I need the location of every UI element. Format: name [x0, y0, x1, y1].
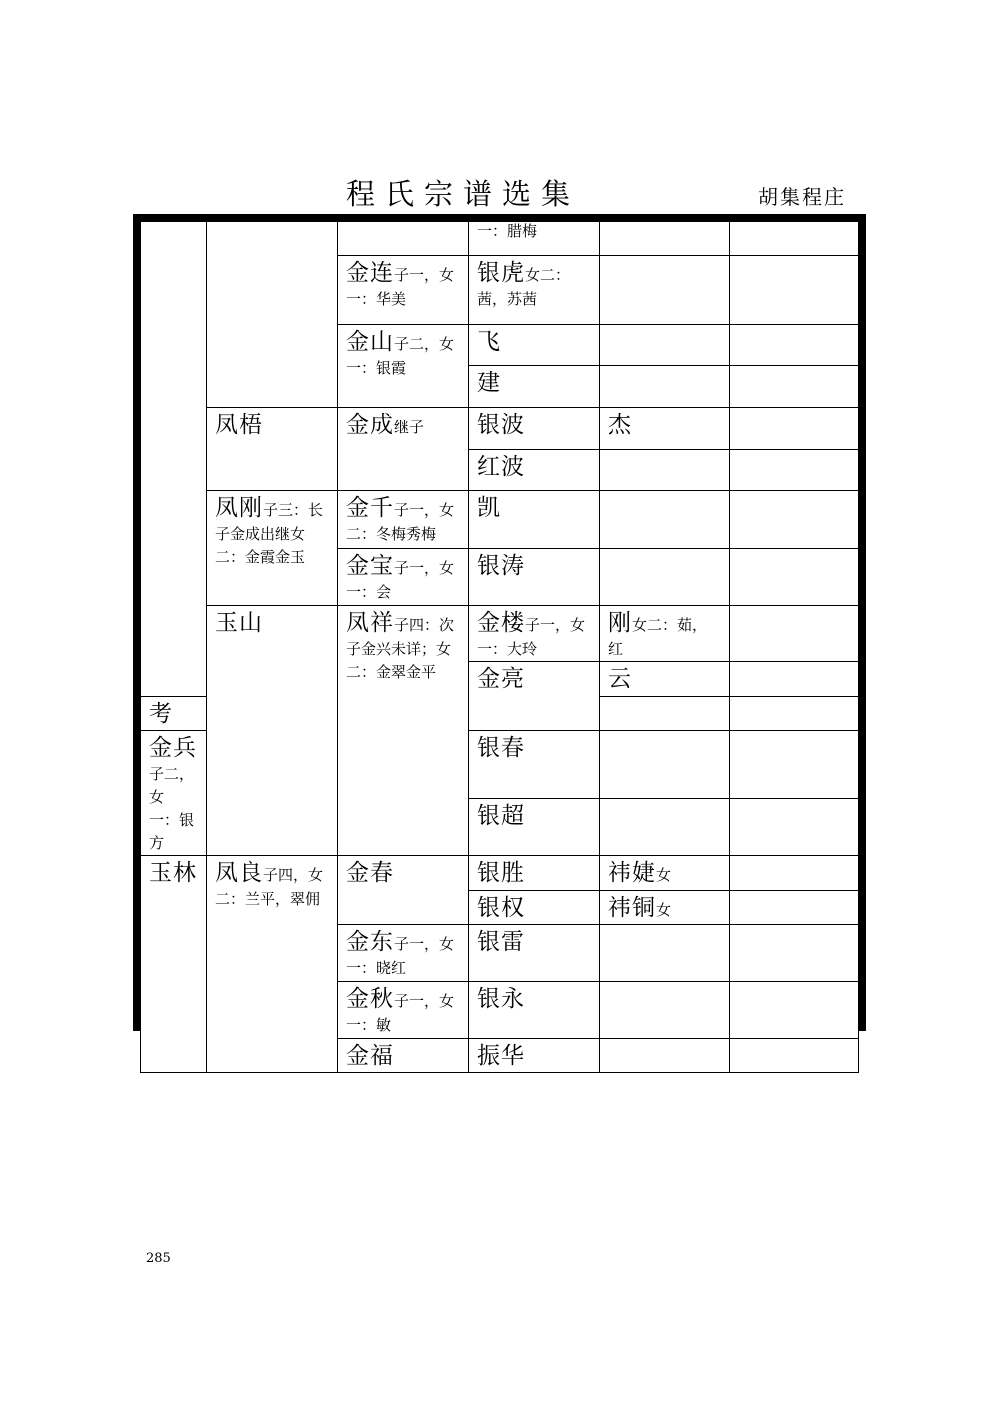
person-note: 子一，女 — [394, 992, 455, 1010]
cell — [207, 491, 338, 606]
cell-empty — [730, 491, 859, 549]
cell-empty — [730, 325, 859, 366]
person-note: 子四，女 — [263, 866, 324, 884]
cell — [338, 606, 469, 856]
genealogy-table — [140, 221, 859, 1073]
person-note: 子三：长 — [263, 501, 324, 519]
cell-empty — [600, 1039, 730, 1073]
cell-empty — [730, 366, 859, 408]
cell-empty — [600, 549, 730, 606]
cell — [600, 856, 730, 891]
cell-empty — [730, 256, 859, 325]
cell — [141, 856, 207, 1073]
cell — [469, 366, 600, 408]
person-name: 金春 — [346, 860, 394, 886]
table-row — [141, 606, 859, 662]
cell-empty — [600, 925, 730, 982]
cell — [469, 606, 600, 662]
person-note: 子四：次 — [394, 616, 455, 634]
person-note: 二：金翠金平 — [346, 663, 437, 681]
person-name: 刚 — [608, 610, 632, 636]
cell — [469, 256, 600, 325]
person-note: 子二，女 — [394, 335, 455, 353]
person-name: 金楼 — [477, 610, 525, 636]
person-note: 女二： — [525, 266, 571, 284]
person-name: 金兵 — [149, 735, 197, 761]
cell-empty — [730, 982, 859, 1039]
person-name: 金山 — [346, 329, 394, 355]
cell — [207, 408, 338, 491]
cell-empty — [600, 697, 730, 731]
person-name: 金宝 — [346, 553, 394, 579]
person-name: 银胜 — [477, 860, 525, 886]
cell — [338, 491, 469, 549]
person-note: 二：冬梅秀梅 — [346, 525, 437, 543]
person-note: 一：大玲 — [477, 640, 538, 658]
cell-empty — [730, 450, 859, 491]
cell-empty — [600, 256, 730, 325]
person-name: 振华 — [477, 1043, 525, 1069]
person-name: 金连 — [346, 260, 394, 286]
cell-empty — [730, 925, 859, 982]
person-note: 一：敏 — [346, 1016, 392, 1034]
cell-empty — [730, 662, 859, 697]
cell-empty — [730, 799, 859, 856]
person-name: 凤梧 — [215, 412, 263, 438]
cell — [207, 606, 338, 856]
person-name: 金千 — [346, 495, 394, 521]
person-note: 子一，女 — [394, 559, 455, 577]
cell-empty — [207, 222, 338, 408]
person-name: 银雷 — [477, 929, 525, 955]
person-name: 玉山 — [215, 610, 263, 636]
cell — [141, 731, 207, 856]
cell — [338, 1039, 469, 1073]
person-name: 建 — [477, 370, 501, 396]
person-name: 银永 — [477, 986, 525, 1012]
note-continued: 一：腊梅 — [477, 222, 538, 240]
person-note: 红 — [608, 640, 624, 658]
person-name: 考 — [149, 701, 173, 727]
cell — [338, 925, 469, 982]
table-row — [141, 491, 859, 549]
person-name: 凤良 — [215, 860, 263, 886]
cell-empty — [600, 731, 730, 799]
cell-empty — [600, 366, 730, 408]
person-note: 茜，苏茜 — [477, 290, 538, 308]
person-note: 子一，女 — [394, 501, 455, 519]
cell-empty — [730, 891, 859, 925]
person-name: 银虎 — [477, 260, 525, 286]
person-note: 一：晓红 — [346, 959, 407, 977]
person-note: 女二：茹， — [632, 616, 708, 634]
cell — [469, 662, 600, 731]
person-name: 凤祥 — [346, 610, 394, 636]
cell-empty — [600, 450, 730, 491]
person-name: 金亮 — [477, 666, 525, 692]
cell — [469, 731, 600, 799]
person-name: 银超 — [477, 803, 525, 830]
cell-empty — [730, 1039, 859, 1073]
cell-empty — [600, 982, 730, 1039]
cell — [469, 799, 600, 856]
cell — [600, 662, 730, 697]
person-name: 金秋 — [346, 986, 394, 1012]
genealogy-frame — [133, 214, 866, 1069]
person-name: 金福 — [346, 1043, 394, 1069]
cell-empty — [730, 731, 859, 799]
cell-empty — [600, 799, 730, 856]
person-name: 金东 — [346, 929, 394, 955]
cell-empty — [600, 491, 730, 549]
cell — [469, 408, 600, 450]
person-name: 银涛 — [477, 553, 525, 579]
cell-empty — [730, 222, 859, 256]
person-note: 女 — [656, 866, 672, 884]
cell — [469, 549, 600, 606]
cell — [469, 891, 600, 925]
cell-empty — [600, 325, 730, 366]
person-name: 凤刚 — [215, 495, 263, 521]
table-row — [141, 408, 859, 450]
cell — [141, 697, 207, 731]
person-name: 祎铜 — [608, 895, 656, 921]
person-name: 金成 — [346, 412, 394, 438]
person-note: 子一，女 — [394, 935, 455, 953]
cell — [338, 982, 469, 1039]
cell — [338, 408, 469, 491]
person-note: 一：银霞 — [346, 359, 407, 377]
person-note: 继子 — [394, 418, 425, 436]
cell-empty — [730, 697, 859, 731]
cell — [338, 325, 469, 408]
cell — [469, 491, 600, 549]
cell — [207, 856, 338, 1073]
person-note: 二：兰平，翠佣 — [215, 890, 321, 908]
cell-empty — [730, 856, 859, 891]
cell-empty — [730, 408, 859, 450]
table-row — [141, 222, 859, 256]
cell — [600, 891, 730, 925]
page-number: 285 — [146, 1251, 171, 1266]
person-note: 一：华美 — [346, 290, 407, 308]
cell — [338, 256, 469, 325]
cell-empty — [338, 222, 469, 256]
cell-empty — [730, 549, 859, 606]
cell — [469, 982, 600, 1039]
page-title: 程氏宗谱选集 — [346, 177, 581, 211]
cell — [469, 856, 600, 891]
cell-empty — [600, 222, 730, 256]
person-name: 祎婕 — [608, 860, 656, 886]
person-note: 女 — [656, 901, 672, 919]
person-name: 银春 — [477, 735, 525, 761]
cell-empty — [730, 606, 859, 662]
cell — [469, 925, 600, 982]
person-name: 银权 — [477, 895, 525, 921]
cell-empty — [141, 222, 207, 697]
person-note: 二：金霞金玉 — [215, 548, 306, 566]
cell — [469, 325, 600, 366]
cell — [338, 549, 469, 606]
person-name: 玉林 — [149, 860, 197, 886]
person-name: 凯 — [477, 495, 501, 521]
cell — [600, 408, 730, 450]
person-note: 子金兴未详；女 — [346, 640, 452, 658]
person-note: 子金成出继女 — [215, 525, 306, 543]
cell — [600, 606, 730, 662]
cell — [338, 856, 469, 925]
person-name: 红波 — [477, 454, 525, 480]
table-row — [141, 856, 859, 891]
cell — [469, 1039, 600, 1073]
person-note: 子一，女 — [525, 616, 586, 634]
person-name: 杰 — [608, 412, 632, 438]
person-note: 子二，女 — [149, 765, 195, 806]
person-note: 子一，女 — [394, 266, 455, 284]
person-note: 一：会 — [346, 583, 392, 601]
person-name: 云 — [608, 666, 632, 692]
cell — [469, 222, 600, 256]
cell — [469, 450, 600, 491]
person-name: 飞 — [477, 329, 501, 355]
header-place: 胡集程庄 — [758, 185, 846, 209]
person-name: 银波 — [477, 412, 525, 438]
person-note: 一：银方 — [149, 811, 195, 852]
